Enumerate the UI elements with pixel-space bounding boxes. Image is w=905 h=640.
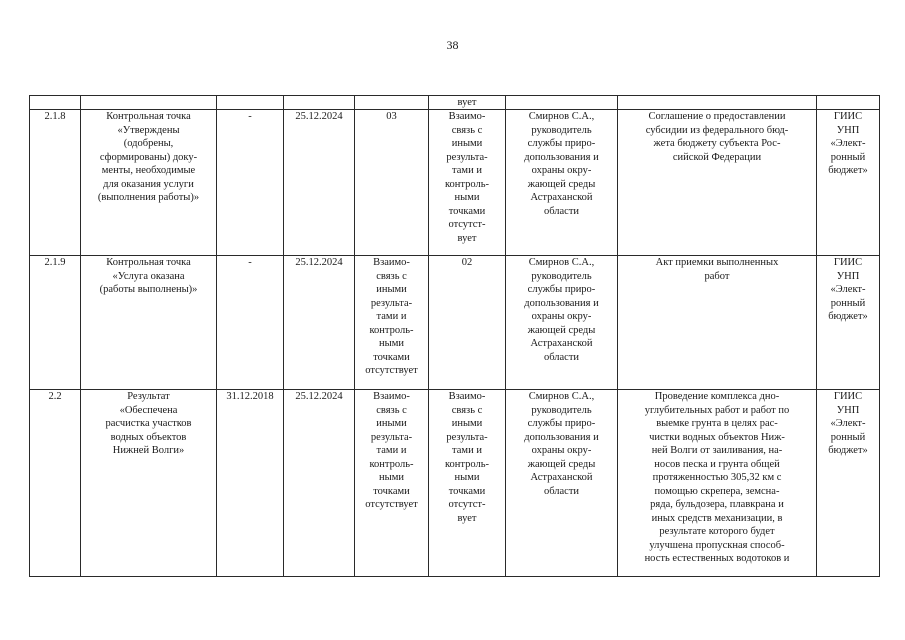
cell-line: Смирнов С.А., <box>528 391 595 402</box>
cell-line: 03 <box>386 111 397 122</box>
cell-line: помощью скрепера, земсна- <box>654 485 780 497</box>
cell-line: Смирнов С.А., <box>528 111 595 122</box>
cell-line: отсутствует <box>365 499 418 510</box>
cell-line: тами и <box>376 311 407 322</box>
table-row <box>30 390 880 577</box>
cell-line: Результат <box>127 391 170 402</box>
cell-line: Соглашение о предоставлении <box>648 111 786 122</box>
cell-col5 <box>429 110 506 256</box>
cell-responsible <box>506 390 618 577</box>
cell-line: вует <box>457 512 477 524</box>
cell-line: точками <box>373 485 410 497</box>
cell-line: тами и <box>452 165 482 176</box>
cell-line: протяженностью 305,32 км с <box>652 472 782 483</box>
cell-line: Взаимо- <box>448 111 486 122</box>
cell-line: Контрольная точка <box>106 111 191 122</box>
cell-line: ными <box>454 472 480 483</box>
cell-line: контроль- <box>369 324 414 336</box>
cell-description <box>618 256 817 390</box>
cell-line: связь с <box>451 404 483 416</box>
cell-id: 2.1.9 <box>30 256 81 390</box>
cell-line: Астраханской <box>530 192 593 203</box>
cell-line: Проведение комплекса дно- <box>654 391 780 402</box>
cell-line: иных средств механизации, в <box>651 512 783 524</box>
cell-line: ронный <box>830 431 866 443</box>
cell-line: «Элект- <box>830 284 866 295</box>
cell-line: охраны окру- <box>531 165 592 176</box>
cell-line: Контрольная точка <box>106 257 191 268</box>
cell-line: Акт приемки выполненных <box>655 257 779 268</box>
cell-line: «Элект- <box>830 418 866 429</box>
cell-system <box>817 256 880 390</box>
cell-name <box>81 256 217 390</box>
cell-line: результа- <box>446 431 488 443</box>
cell-start: 31.12.2018 <box>217 390 284 577</box>
cell-line: бюджет» <box>828 445 868 456</box>
cell-line: для оказания услуги <box>103 178 194 190</box>
cell-line: результа- <box>370 297 413 309</box>
cell-line: водных объектов <box>110 431 187 443</box>
cell-description <box>618 110 817 256</box>
cell-line: результате которого будет <box>659 526 775 537</box>
cell-line: руководитель <box>531 124 592 136</box>
cell-system <box>817 390 880 577</box>
cell-id: 2.1.8 <box>30 110 81 256</box>
cell-start: - <box>217 256 284 390</box>
cell-line: охраны окру- <box>531 445 592 456</box>
cell-line: носов песка и грунта общей <box>654 458 780 470</box>
cell-line: Нижней Волги» <box>112 445 185 456</box>
cell-line: точками <box>448 485 486 497</box>
cell-line: (выполнения работы)» <box>97 192 200 203</box>
cell-line: связь с <box>376 270 407 282</box>
cell-line: ГИИС <box>833 391 863 402</box>
cell-line: ней Волги от заиливания, на- <box>651 445 783 456</box>
cell-line: «Обеспечена <box>119 404 178 416</box>
cell-line: службы приро- <box>527 138 596 149</box>
control-points-table <box>29 95 880 577</box>
cell-col4 <box>355 96 429 110</box>
cell-line: руководитель <box>531 270 592 282</box>
cell-line: работ <box>704 270 730 282</box>
cell-line: расчистка участков <box>105 418 192 429</box>
cell-col4 <box>355 110 429 256</box>
cell-line: допользования и <box>524 151 599 163</box>
cell-line: Астраханской <box>530 338 593 349</box>
cell-line: менты, необходимые <box>101 165 196 176</box>
cell-line: Взаимо- <box>373 391 410 402</box>
cell-line: «Элект- <box>830 138 866 149</box>
cell-line: области <box>543 205 580 217</box>
cell-line: ряда, бульдозера, плавкрана и <box>650 499 784 510</box>
table-row <box>30 110 880 256</box>
cell-line: 02 <box>461 257 473 268</box>
cell-line: результа- <box>370 431 413 443</box>
cell-line: жета бюджету субъекта Рос- <box>653 138 781 149</box>
cell-line: точками <box>448 205 486 217</box>
cell-line: связь с <box>376 404 407 416</box>
cell-name <box>81 110 217 256</box>
cell-line: тами и <box>376 445 407 456</box>
cell-line: жающей среды <box>527 458 596 470</box>
cell-col5 <box>429 390 506 577</box>
cell-line: бюджет» <box>828 165 868 176</box>
cell-line: службы приро- <box>527 284 596 295</box>
cell-col4 <box>355 390 429 577</box>
cell-description <box>618 390 817 577</box>
cell-line: Астраханской <box>530 472 593 483</box>
cell-line: (работы выполнены)» <box>99 284 198 295</box>
cell-col5: вует <box>429 96 506 110</box>
cell-line: охраны окру- <box>531 311 592 322</box>
cell-description <box>618 96 817 110</box>
cell-line: связь с <box>451 124 483 136</box>
cell-start <box>217 96 284 110</box>
cell-line: контроль- <box>444 458 490 470</box>
cell-line: «Услуга оказана <box>112 270 185 282</box>
cell-name <box>81 390 217 577</box>
cell-line: УНП <box>836 124 860 136</box>
cell-line: допользования и <box>524 431 599 443</box>
cell-line: Взаимо- <box>448 391 486 402</box>
cell-line: допользования и <box>524 297 599 309</box>
cell-line: результа- <box>446 151 488 163</box>
cell-line: ными <box>454 192 480 203</box>
cell-line: ными <box>379 472 404 483</box>
cell-responsible <box>506 256 618 390</box>
cell-start: - <box>217 110 284 256</box>
cell-responsible <box>506 110 618 256</box>
cell-line: жающей среды <box>527 324 596 336</box>
cell-end: 25.12.2024 <box>284 110 355 256</box>
cell-line: (одобрены, <box>123 138 174 149</box>
cell-line: службы приро- <box>527 418 596 429</box>
cell-name <box>81 96 217 110</box>
cell-responsible <box>506 96 618 110</box>
cell-line: тами и <box>452 445 482 456</box>
cell-line: ность естественных водотоков и <box>644 553 790 564</box>
cell-end: 25.12.2024 <box>284 256 355 390</box>
cell-end <box>284 96 355 110</box>
table-row <box>30 256 880 390</box>
cell-line: «Утверждены <box>117 124 180 136</box>
cell-line: иными <box>451 418 483 429</box>
cell-line: углубительных работ и работ по <box>644 404 790 416</box>
cell-line: руководитель <box>531 404 592 416</box>
cell-line: отсутствует <box>365 365 418 376</box>
cell-line: иными <box>376 418 407 429</box>
cell-line: контроль- <box>369 458 414 470</box>
cell-line: выемке грунта в целях рас- <box>656 418 778 429</box>
cell-line: субсидии из федерального бюд- <box>645 124 789 136</box>
cell-line: УНП <box>836 404 860 416</box>
cell-line: иными <box>376 284 407 295</box>
cell-line: Взаимо- <box>373 257 410 268</box>
cell-system <box>817 110 880 256</box>
cell-line: области <box>543 351 580 363</box>
continuation-row <box>30 96 880 110</box>
cell-line: контроль- <box>444 178 490 190</box>
cell-line: ГИИС <box>833 111 863 122</box>
cell-line: вует <box>457 232 477 244</box>
cell-line: сформированы) доку- <box>99 151 198 163</box>
cell-id: 2.2 <box>30 390 81 577</box>
cell-line: точками <box>373 351 410 363</box>
cell-line: отсутст- <box>448 499 486 510</box>
cell-line: отсутст- <box>448 219 486 230</box>
cell-line: сийской Федерации <box>672 151 762 163</box>
cell-line: Смирнов С.А., <box>528 257 595 268</box>
cell-line: улучшена пропускная способ- <box>649 539 785 551</box>
cell-line: ронный <box>830 151 866 163</box>
cell-col5 <box>429 256 506 390</box>
cell-line: ГИИС <box>833 257 863 268</box>
cell-line: УНП <box>836 270 860 282</box>
cell-line: чистки водных объектов Ниж- <box>649 431 785 443</box>
cell-line: жающей среды <box>527 178 596 190</box>
cell-end: 25.12.2024 <box>284 390 355 577</box>
page-number: 38 <box>446 38 459 52</box>
cell-id <box>30 96 81 110</box>
cell-line: бюджет» <box>828 311 868 322</box>
cell-line: ронный <box>830 297 866 309</box>
cell-line: области <box>543 485 580 497</box>
cell-col4 <box>355 256 429 390</box>
cell-system <box>817 96 880 110</box>
cell-line: иными <box>451 138 483 149</box>
cell-line: ными <box>379 338 404 349</box>
